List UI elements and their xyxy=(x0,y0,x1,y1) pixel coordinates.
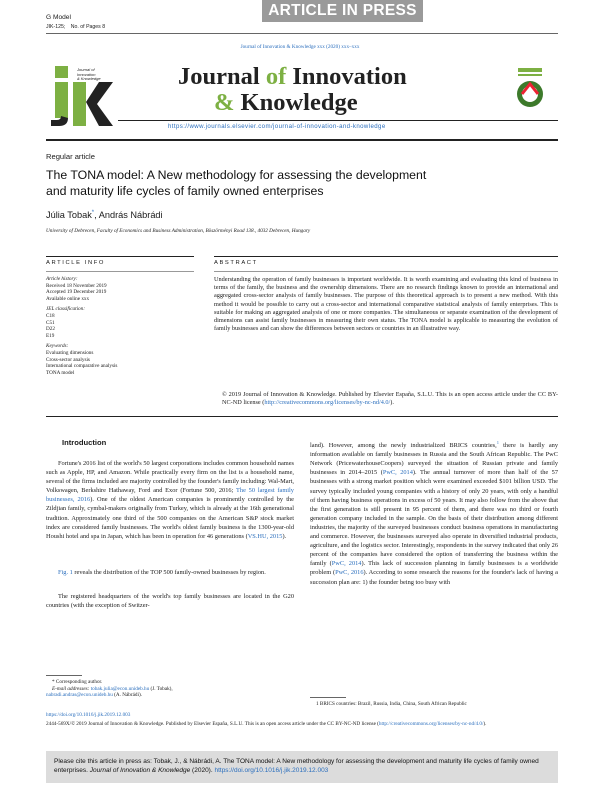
email-nabradi[interactable]: nabradi.andras@econ.unideb.hu xyxy=(46,692,113,699)
ref-link-50-largest[interactable]: The 50 largest family businesses, 2016 xyxy=(46,487,294,504)
journal-line[interactable]: Journal of Innovation & Knowledge xxx (2020) xxx–xxx xyxy=(240,44,360,50)
article-type: Regular article xyxy=(46,152,95,161)
license-link[interactable]: http://creativecommons.org/licenses/by-nc-nd/4.0/ xyxy=(264,399,391,407)
abstract-copyright: © 2019 Journal of Innovation & Knowledge. Published by Elsevier España, S.L.U. This is an open access article under the CC BY-NC-ND license (http://creativecommons.org/licenses/by-nc-nd/4.0/). xyxy=(222,391,558,407)
corresponding-mark[interactable]: * xyxy=(91,210,95,216)
ref-link-vshu[interactable]: VS.HU, 2015 xyxy=(247,532,283,540)
crossmark-icon[interactable] xyxy=(506,64,554,112)
abstract-heading: ABSTRACT xyxy=(214,260,258,266)
ref-link-pwc-2014[interactable]: PwC, 2014 xyxy=(382,469,413,477)
footnote-brics: 1 BRICS countries: Brazil, Russia, India, China, South African Republic xyxy=(316,701,467,707)
intro-paragraph-3: The registered headquarters of the world's top family businesses are located in the G20 countries (with the exception of Switzer- xyxy=(46,593,294,610)
fig1-link[interactable]: Fig. 1 xyxy=(58,569,73,576)
journal-ref: JIK-125; xyxy=(46,24,66,30)
ref-line xyxy=(46,24,105,31)
article-history: Article history: Received 18 November 2019 Accepted 19 December 2019 Available online xxx JEL classification: C18 C51 D22 E19 Keywords: Evaluating dimensions Cross-sector analysis International comparative analysis TONA model xyxy=(46,276,118,376)
intro-heading: Introduction xyxy=(62,438,107,447)
logo-text: Journal of Innovation & Knowledge xyxy=(77,67,101,82)
intro-paragraph-1: Fortune's 2016 list of the world's 50 largest corporations includes common household names such as Apple, HP, and Amazon. While practically every firm on the list is a household name, several of the firms included are majority controlled by the founder's family including: Wal-Mart, Volkswagen, Berkshire Hathaway, Ford and Exor (Fortune 500, 2016; The 50 largest family businesses, 2016). One of the oldest American companies is prominently controlled by the Zildjian family, cymbal-makers originally from Turkey, which is already at the 16th generational tradition. Approximately one third of the 500 companies on the American S&P stock market index are considered family businesses. The world's oldest family business is the 1300-year-old Houshi hotel and spa in Japan, which has been in operation for 46 generations (VS.HU, 2015). xyxy=(46,460,294,540)
author-nabradi[interactable]: András Nábrádi xyxy=(98,210,163,221)
author-tobak[interactable]: Júlia Tobak xyxy=(46,210,92,221)
footnote-1-mark[interactable]: 1 xyxy=(496,440,499,445)
article-info-heading: ARTICLE INFO xyxy=(46,260,106,266)
affiliation: University of Debrecen, Faculty of Economics and Business Administration, Böszörményi Road 138., 4032 Debrecen, Hungary xyxy=(46,228,311,234)
doi-link[interactable]: https://doi.org/10.1016/j.jik.2019.12.003 xyxy=(46,712,131,718)
article-in-press-banner: ARTICLE IN PRESS xyxy=(262,0,423,22)
footnote-corresponding: * Corresponding author. E-mail addresses: tobak.julia@econ.unideb.hu (J. Tobak), nabradi.andras@econ.unideb.hu (A. Nábrádi). xyxy=(46,679,173,699)
model-label: G Model xyxy=(46,14,71,21)
citation-text: Please cite this article in press as: Tobak, J., & Nábrádi, A. The TONA model: A New methodology for assessing the development and maturity life cycles of family owned enterprises. Journal of Innovation & Knowledge (2020). https://doi.org/10.1016/j.jik.2019.12.003 xyxy=(54,758,539,774)
email-tobak[interactable]: tobak.julia@econ.unideb.hu xyxy=(90,685,150,692)
authors: Júlia Tobak*, András Nábrádi xyxy=(46,210,163,221)
journal-url[interactable]: https://www.journals.elsevier.com/journal-of-innovation-and-knowledge xyxy=(168,123,386,130)
citation-box xyxy=(46,751,558,783)
intro-paragraph-right: land). However, among the newly industrialized BRICS countries,$^1$ there is hardly any information available on family businesses in Russia and the South African Republic. The PwC Network (PricewaterhouseCoopers) surveyed the situation of Russian private and family businesses in 2014–2015 (PwC, 2014). The annual turnover of more than half of the 57 businesses with a strong market position which were examined exceeded $101 billion USD. The survey typically included young companies with a history of only 20 years, with only a handful of them having business operations in excess of 50 years. It may also follow from the above that the first generation is still present in 95 percent of them, and there was no third or fourth generation company included in the sample. On the basis of their distribution among different industries, the majority of the surveyed businesses conduct business operations in manufacturing and commerce. However, the businesses surveyed also operate in diversified industrial products, agriculture, and the logistics sector. Interestingly, respondents in the survey indicated that only 26 percent of the companies have considered the option of transferring the business within the family (PwC, 2014). This lack of succession planning in family businesses is a worldwide problem (PwC, 2016). According to some research the reasons for the founder's lack of having a succession plan are: 1) the founder being too busy with xyxy=(310,440,559,586)
journal-logo xyxy=(47,62,115,130)
citation-doi-link[interactable]: https://doi.org/10.1016/j.jik.2019.12.003 xyxy=(214,767,329,774)
page-count: No. of Pages 8 xyxy=(70,24,106,30)
ref-link-pwc-2016[interactable]: PwC, 2016 xyxy=(335,569,364,577)
issn-line: 2444-569X/© 2019 Journal of Innovation & Knowledge. Published by Elsevier España, S.L.U. This is an open access article under the CC BY-NC-ND license (http://creativecommons.org/licenses/by-nc-nd/4.0/). xyxy=(46,721,487,727)
issn-license-link[interactable]: http://creativecommons.org/licenses/by-nc-nd/4.0/ xyxy=(378,721,484,727)
abstract-text: Understanding the operation of family businesses is important worldwide. It is worth examining and evaluating this kind of business in terms of the family, the business and the ownership dimensions. There are no research findings known to provide an international and aggregated cross-sector analysis of family businesses. The purpose of this theoretical approach is to present a new method. With this method it would be possible to carry out a cross-sector and international comparative statistical analysis of family enterprises. This is suitable for making an aggregated analysis of one or more companies. The simultaneous or separate examination of the development of dimensions can assist family businesses in measuring their own status. The TONA model is applicable to measuring the evolution of family businesses and can show the differences between sectors or countries in an illustrative way. xyxy=(214,276,558,333)
ref-link-pwc-2014b[interactable]: PwC, 2014 xyxy=(331,560,362,568)
article-title: The TONA model: A New methodology for assessing the development and maturity life cycles of family owned enterprises xyxy=(46,168,427,198)
journal-title: Journal of Innovation & Knowledge xyxy=(178,63,407,116)
intro-paragraph-2: Fig. 1 reveals the distribution of the TOP 500 family-owned businesses by region. xyxy=(58,569,266,576)
